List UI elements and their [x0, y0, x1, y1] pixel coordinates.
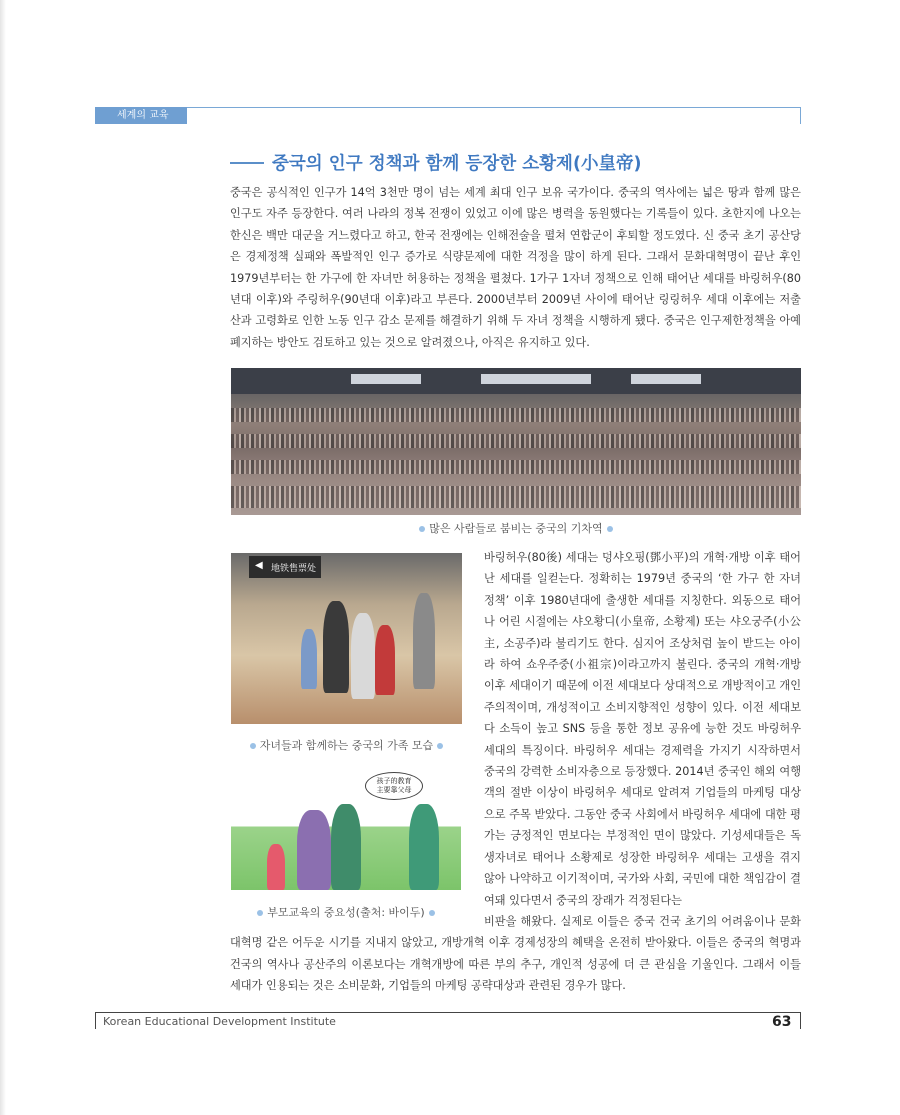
title-dash [230, 162, 264, 164]
station-ceiling [231, 368, 801, 394]
caption-dot-icon [437, 743, 443, 749]
father-figure [331, 804, 361, 890]
section-badge: 세계의 교육 [95, 107, 187, 124]
person-figure [413, 593, 435, 689]
intro-paragraph: 중국은 공식적인 인구가 14억 3천만 명이 넘는 세계 최대 인구 보유 국가이다. 중국의 역사에는 넓은 땅과 함께 많은 인구도 자주 등장한다. 여러 나라의 정복 전쟁이 있었고 이에 많은 병력을 동원했다는 기록들이 있다. 초한지에 나오는 한신은 백만 대군을 거느렸다고 하고, 한국 전쟁에는 인해전술을 펼쳐 연합군이 후퇴할 정도였다. 신 중국 초기 공산당은 경제정책 실패와 폭발적인 인구 증가로 식량문제에 대한 걱정을 많이 하게 된다. 그래서 문화대혁명이 끝난 후인 1979년부터는 한 가구에 한 자녀만 허용하는 정책을 펼쳤다. 1가구 1자녀 정책으로 인해 태어난 세대를 바링허우(80년대 이후)와 주링허우(90년대 이후)라고 부른다. 2000년부터 2009년 사이에 태어난 링링허우 세대 이후에는 저출산과 고령화로 인한 노동 인구 감소 문제를 해결하기 위해 두 자녀 정책을 시행하게 됐다. 중국은 인구제한정책을 아예 폐지하는 방안도 검토하고 있는 것으로 알려졌으나, 아직은 유지하고 있다. [230, 186, 801, 349]
header-rule [95, 107, 801, 108]
speech-bubble [365, 772, 423, 800]
caption-dot-icon [250, 743, 256, 749]
bubble-line: 孩子的教育 [376, 777, 412, 785]
station-caption [231, 520, 801, 536]
footer-rule-right [800, 1012, 801, 1029]
person-figure [323, 601, 349, 693]
side-paragraph: 바링허우(80後) 세대는 덩샤오핑(鄧小平)의 개혁·개방 이후 태어난 세대를 일컫는다. 정확히는 1979년 중국의 ‘한 가구 한 자녀 정책’ 이후 1980년대에 출생한 세대를 지칭한다. 외동으로 태어나 어린 시절에는 샤오황디(小皇帝, 소황제) 또는 샤오궁주(小公主, 소공주)라 불리기도 한다. 심지어 조상처럼 높이 받드는 아이라 하여 쇼우주중(小祖宗)이라고까지 불린다. 중국의 개혁·개방 이후 세대이기 때문에 이전 세대보다 상대적으로 개방적이고 개인주의적이며, 개성적이고 소비지향적인 성향이 있다. 이전 세대보다 소득이 높고 SNS 등을 통한 정보 공유에 능한 것도 바링허우 세대의 특징이다. 바링허우 세대는 경제력을 가지기 시작하면서 중국의 강력한 소비자층으로 등장했다. 2014년 중국인 해외 여행객의 절반 이상이 바링허우 세대로 알려져 기업들의 마케팅 대상으로 주목 받았다. 그동안 중국 사회에서 바링허우 세대에 대한 평가는 긍정적인 면보다는 부정적인 면이 많았다. 기성세대들은 독생자녀로 태어나 소황제로 성장한 바링허우 세대는 고생을 겪지 않아 나약하고 이기적이며, 국가와 사회, 국민에 대한 책임감이 결여돼 있다면서 중국의 장래가 걱정된다는 [484, 551, 801, 907]
station-skylight [481, 374, 591, 384]
arrow-left-icon: ◀ [255, 560, 263, 571]
man-figure [409, 804, 439, 890]
footer-institute: Korean Educational Development Institute [103, 1015, 336, 1028]
person-figure [351, 613, 375, 699]
station-sign-text: 地铁售票处 [271, 564, 317, 574]
station-caption-text: 많은 사람들로 붐비는 중국의 기차역 [429, 522, 603, 535]
station-sign [249, 556, 321, 578]
station-skylight [631, 374, 701, 384]
child-figure [301, 629, 317, 689]
caption-dot-icon [419, 526, 425, 532]
crowd-texture [231, 408, 801, 422]
crowd-texture [231, 486, 801, 508]
family-caption-text: 자녀들과 함께하는 중국의 가족 모습 [259, 739, 434, 752]
parenting-cartoon [231, 768, 461, 890]
crowd-texture [231, 434, 801, 448]
article-title: 중국의 인구 정책과 함께 등장한 소황제(小皇帝) [272, 154, 642, 174]
page-number: 63 [772, 1014, 792, 1030]
mother-figure [297, 810, 331, 890]
station-skylight [351, 374, 421, 384]
caption-dot-icon [607, 526, 613, 532]
family-caption [231, 737, 462, 753]
footer-rule [95, 1012, 801, 1013]
page-edge-shadow [0, 0, 6, 1115]
child-figure [267, 844, 285, 890]
family-photo [231, 553, 462, 724]
bubble-line: 主要靠父母 [376, 786, 412, 794]
train-station-photo [231, 368, 801, 515]
cartoon-caption-text: 부모교육의 중요성(출처: 바이두) [267, 906, 425, 919]
tail-paragraph: 비판을 해왔다. 실제로 이들은 중국 건국 초기의 어려움이나 문화대혁명 같은 어두운 시기를 지내지 않았고, 개방개혁 이후 경제성장의 혜택을 온전히 받아왔다. 이들은 중국의 혁명과 건국의 역사나 공산주의 이론보다는 개혁개방에 따른 부의 추구, 개인적 성공에 더 큰 관심을 기울인다. 그래서 이들 세대가 인용되는 것은 소비문화, 기업들의 마케팅 공략대상과 관련된 경우가 많다. [230, 915, 801, 993]
crowd-texture [231, 460, 801, 474]
footer-rule-left [95, 1012, 96, 1029]
header-rule-end [800, 107, 801, 124]
person-figure [375, 625, 395, 695]
